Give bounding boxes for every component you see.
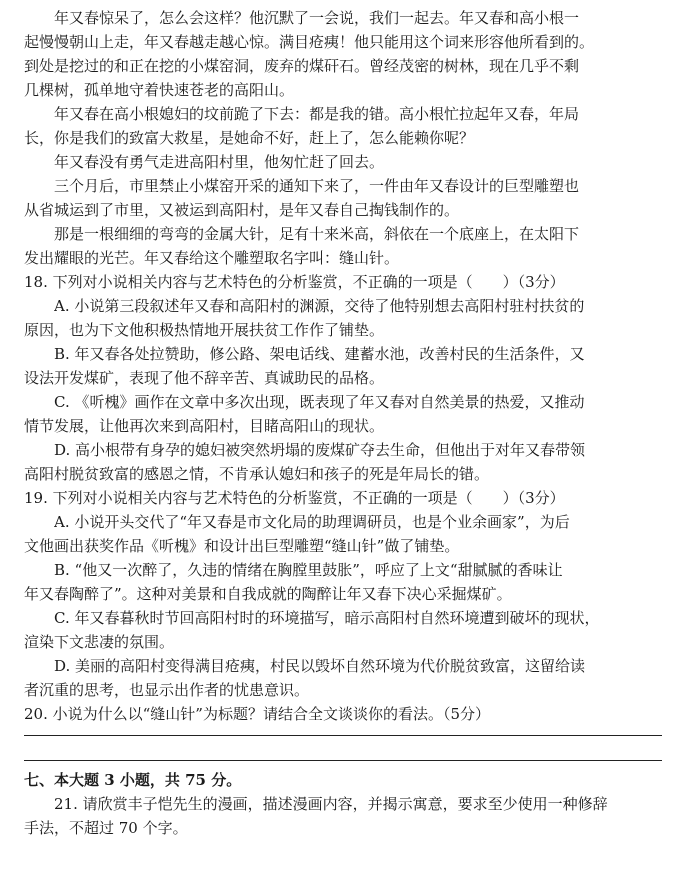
- question-20-stem: 20. 小说为什么以“缝山针”为标题？请结合全文谈谈你的看法。（5分）: [24, 705, 491, 723]
- story-text-line: 三个月后，市里禁止小煤窑开采的通知下来了，一件由年又春设计的巨型雕塑也: [54, 177, 580, 195]
- question-19-option-c: 渲染下文悲凄的氛围。: [24, 633, 175, 651]
- question-18-option-c: C. 《听槐》画作在文章中多次出现，既表现了年又春对自然美景的热爱，又推动: [54, 393, 585, 411]
- story-text-line: 起慢慢朝山上走，年又春越走越心惊。满目疮痍！他只能用这个词来形容他所看到的。: [24, 33, 595, 51]
- question-18-option-a: 原因，也为下文他积极热情地开展扶贫工作作了铺垫。: [24, 321, 385, 339]
- question-19-option-a: A. 小说开头交代了“年又春是市文化局的助理调研员，也是个业余画家”，为后: [54, 513, 570, 531]
- story-text-line: 长，你是我们的致富大救星，是她命不好，赶上了，怎么能赖你呢？: [24, 129, 475, 147]
- story-text-line: 年又春没有勇气走进高阳村里，他匆忙赶了回去。: [54, 153, 385, 171]
- question-19-stem: 19. 下列对小说相关内容与艺术特色的分析鉴赏，不正确的一项是（ ）（3分）: [24, 489, 565, 507]
- story-text-line: 从省城运到了市里，又被运到高阳村，是年又春自己掏钱制作的。: [24, 201, 460, 219]
- story-text-line: 那是一根细细的弯弯的金属大针，足有十来米高，斜依在一个底座上，在太阳下: [54, 225, 580, 243]
- question-18-option-d: D. 高小根带有身孕的媳妇被突然坍塌的废煤矿夺去生命，但他出于对年又春带领: [54, 441, 586, 459]
- question-18-option-b: 设法开发煤矿，表现了他不辞辛苦、真诚助民的品格。: [24, 369, 385, 387]
- question-18-option-b: B. 年又春各处拉赞助，修公路、架电话线、建蓄水池，改善村民的生活条件，又: [54, 345, 585, 363]
- story-text-line: 到处是挖过的和正在挖的小煤窑洞，废弃的煤矸石。曾经茂密的树林，现在几乎不剩: [24, 57, 580, 75]
- story-text-line: 发出耀眼的光芒。年又春给这个雕塑取名字叫：缝山针。: [24, 249, 400, 267]
- story-text-line: 年又春惊呆了，怎么会这样？他沉默了一会说，我们一起去。年又春和高小根一: [54, 9, 580, 27]
- section-divider: [24, 760, 662, 761]
- question-19-option-b: 年又春陶醉了”。这种对美景和自我成就的陶醉让年又春下决心采掘煤矿。: [24, 585, 512, 603]
- story-text-line: 年又春在高小根媳妇的坟前跪了下去：都是我的错。高小根忙拉起年又春，年局: [54, 105, 580, 123]
- question-19-option-a: 文他画出获奖作品《听槐》和设计出巨型雕塑“缝山针”做了铺垫。: [24, 537, 460, 555]
- question-18-option-c: 情节发展，让他再次来到高阳村，目睹高阳山的现状。: [24, 417, 385, 435]
- question-21-stem: 21. 请欣赏丰子恺先生的漫画，描述漫画内容，并揭示寓意，要求至少使用一种修辞: [54, 795, 608, 813]
- question-19-option-d: D. 美丽的高阳村变得满目疮痍，村民以毁坏自然环境为代价脱贫致富，这留给读: [54, 657, 586, 675]
- question-18-option-a: A. 小说第三段叙述年又春和高阳村的渊源，交待了他特别想去高阳村驻村扶贫的: [54, 297, 585, 315]
- question-19-option-d: 者沉重的思考，也显示出作者的忧患意识。: [24, 681, 310, 699]
- section-7-heading: 七、本大题 3 小题，共 75 分。: [24, 771, 242, 789]
- question-19-option-b: B. “他又一次醉了，久违的情绪在胸膛里鼓胀”，呼应了上文“甜腻腻的香味让: [54, 561, 563, 579]
- question-18-option-d: 高阳村脱贫致富的感恩之情，不肯承认媳妇和孩子的死是年局长的错。: [24, 465, 490, 483]
- question-18-stem: 18. 下列对小说相关内容与艺术特色的分析鉴赏，不正确的一项是（ ）（3分）: [24, 273, 565, 291]
- answer-line[interactable]: [24, 735, 662, 736]
- story-text-line: 几棵树，孤单地守着快速苍老的高阳山。: [24, 81, 295, 99]
- question-21-stem: 手法，不超过 70 个字。: [24, 819, 188, 837]
- question-19-option-c: C. 年又春暮秋时节回高阳村时的环境描写，暗示高阳村自然环境遭到破坏的现状，: [54, 609, 600, 627]
